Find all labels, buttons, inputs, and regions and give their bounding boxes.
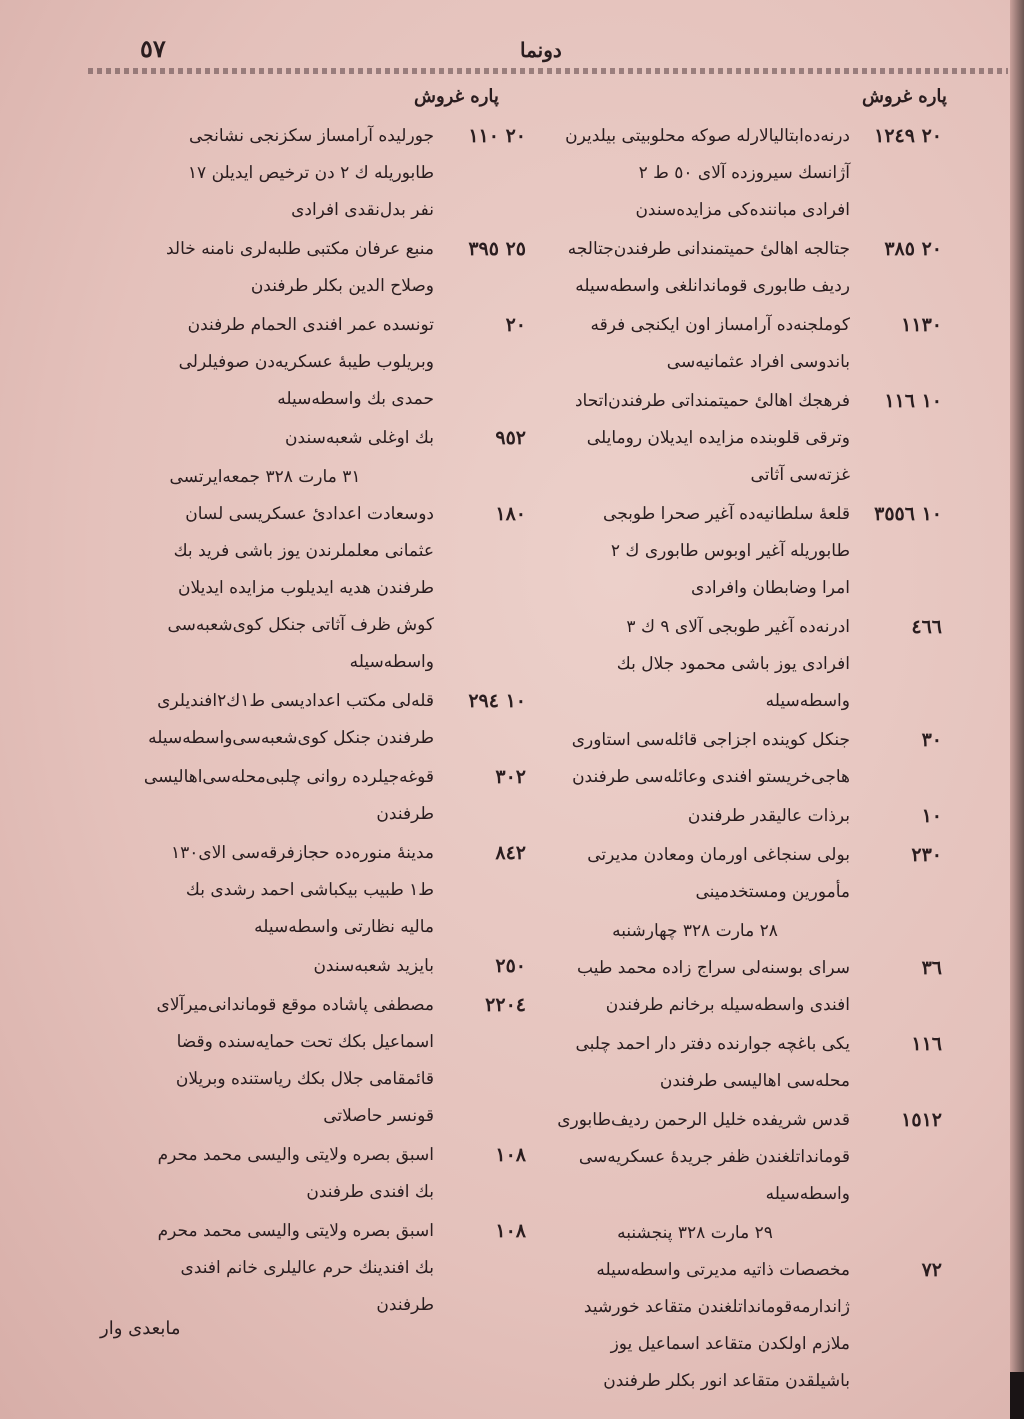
description-line: کوش ظرف آثاتی جنکل کوی‌شعبه‌سی — [167, 615, 434, 635]
description-line: مالیه نظارتی واسطه‌سیله — [254, 917, 434, 937]
description-line: باندوسی افراد عثمانیه‌سی — [666, 352, 850, 372]
entry-amount: ٢٥ ٣٩٥ — [468, 238, 526, 260]
entry-description — [96, 1137, 434, 1211]
entry-amount: ٧٢ — [921, 1259, 942, 1281]
description-line: عثمانی معلملرندن یوز باشی فرید بك — [173, 541, 434, 561]
description-line: بولی سنجاغی اورمان ومعادن مدیرتی — [587, 845, 850, 865]
description-line: ملازم اولکدن متقاعد اسماعیل یوز — [610, 1334, 850, 1354]
description-line: ردیف طابوری قوماندانلغی واسطه‌سیله — [575, 276, 850, 296]
description-line: طرفندن — [376, 804, 434, 824]
entry-description — [540, 950, 850, 1024]
entry-description — [540, 307, 850, 381]
donation-entry — [96, 231, 526, 305]
description-line: فرهجك اهالیٔ حمیتمنداتی طرفندن‌اتحاد — [574, 391, 850, 411]
donation-entry — [540, 798, 942, 835]
entry-description — [96, 231, 434, 305]
description-line: افرادی یوز باشی محمود جلال بك — [616, 654, 850, 674]
donation-entry — [540, 231, 942, 305]
description-line: سرای بوسنه‌لی سراج زاده محمد طیب — [577, 958, 850, 978]
entry-amount: ١٠٨ — [495, 1144, 526, 1166]
entry-description — [540, 722, 850, 796]
entry-description — [96, 118, 434, 229]
description-line: طرفندن — [376, 1295, 434, 1315]
entry-description — [540, 609, 850, 720]
donation-entry — [540, 307, 942, 381]
entry-description — [540, 1026, 850, 1100]
description-line: بك اوغلی شعبه‌سندن — [285, 428, 434, 448]
entry-description — [96, 1213, 434, 1324]
description-line: ژاندارمه‌قومانداتلغندن متقاعد خورشید — [583, 1297, 850, 1317]
entry-amount: ٢٠ — [505, 314, 526, 336]
right-column — [540, 118, 942, 1402]
entry-amount: ١٠٨ — [495, 1220, 526, 1242]
description-line: مصطفی پاشاده موقع قوماندانی‌میرآلای — [156, 995, 434, 1015]
page-edge-dark — [1010, 1372, 1024, 1419]
entry-amount: ٤٦٦ — [911, 616, 942, 638]
entry-amount: ١٠ — [921, 805, 942, 827]
entry-description — [540, 837, 850, 911]
donation-entry — [96, 683, 526, 757]
description-line: بایزید شعبه‌سندن — [313, 956, 434, 976]
entry-description — [96, 683, 434, 757]
description-line: جنکل کوینده اجزاجی قائله‌سی استاوری — [571, 730, 850, 750]
entry-amount: ٢٠ ١١٠ — [468, 125, 526, 147]
description-line: قلعهٔ سلطانیه‌ده آغیر صحرا طوبجی — [603, 504, 850, 524]
description-line: غزته‌سی آثاتی — [750, 465, 850, 485]
donation-entry — [540, 722, 942, 796]
description-line: درنه‌ده‌ابتالیالارله صوکه‌ محلوبیتی بیلدیرن — [565, 126, 850, 146]
donation-entry — [540, 383, 942, 494]
entry-amount: ٣٠٢ — [495, 766, 526, 788]
description-line: اسبق بصره ولایتی والیسی محمد محرم — [157, 1145, 434, 1165]
date-line: ٢٩ مارت ٣٢٨ پنجشنبه — [617, 1223, 773, 1243]
page-number: ٥٧ — [140, 34, 166, 63]
entry-description — [96, 759, 434, 833]
description-line: بك افندی طرفندن — [306, 1182, 434, 1202]
entry-description — [540, 798, 850, 835]
entry-description — [96, 307, 434, 418]
description-line: طابوریله آغیر اوبوس طابوری ك ٢ — [610, 541, 850, 561]
entry-description — [540, 231, 850, 305]
donation-entry — [96, 759, 526, 833]
entry-amount: ١١٦ — [911, 1033, 942, 1055]
date-line: ٣١ مارت ٣٢٨ جمعه‌ایرتسی — [169, 467, 361, 487]
entry-amount: ٢٠ ٣٨٥ — [884, 238, 942, 260]
description-line: قونسر حاصلاتی — [323, 1106, 434, 1126]
description-line: منبع عرفان مکتبی طلبه‌لری نامنه خالد — [166, 239, 434, 259]
entry-amount: ٣٦ — [921, 957, 942, 979]
description-line: بك افندینك حرم عالیلری خانم افندی — [180, 1258, 434, 1278]
description-line: محله‌سی اهالیسی طرفندن — [659, 1071, 850, 1091]
description-line: وترقی قلوبنده مزایده ایدیلان رومایلی — [586, 428, 850, 448]
column-heading-right: پاره غروش — [862, 86, 947, 107]
description-line: ط١ طبیب بیکباشی احمد رشدی بك — [185, 880, 434, 900]
description-line: طرفندن جنکل کوی‌شعبه‌سی‌واسطه‌سیله — [148, 728, 434, 748]
donation-entry — [540, 950, 942, 1024]
entry-amount: ٢٢٠٤ — [485, 994, 526, 1016]
description-line: آژانسك سیروزده آلای ٥٠ ط ٢ — [638, 163, 850, 183]
header-rule — [88, 68, 1008, 74]
donation-entry — [96, 118, 526, 229]
entry-description — [96, 496, 434, 681]
description-line: حمدی بك واسطه‌سیله — [277, 389, 434, 409]
donation-entry — [96, 420, 526, 457]
description-line: وصلاح الدین بکلر طرفندن — [250, 276, 434, 296]
entry-amount: ٣٠ — [921, 729, 942, 751]
description-line: واسطه‌سیله — [765, 1184, 850, 1204]
donation-entry — [96, 496, 526, 681]
description-line: نفر بدل‌نقدی افرادی — [291, 200, 434, 220]
description-line: قومانداتلغندن ظفر جریدهٔ عسکریه‌سی — [578, 1147, 850, 1167]
left-column — [96, 118, 526, 1326]
description-line: جتالجه اهالیٔ حمیتمندانی طرفندن‌جتالجه — [567, 239, 850, 259]
entry-amount: ١١٣٠ — [901, 314, 942, 336]
entry-amount: ١٥١٢ — [901, 1109, 942, 1131]
entry-description — [96, 835, 434, 946]
column-heading-left: پاره غروش — [414, 86, 499, 107]
entry-description — [540, 1252, 850, 1400]
description-line: قدس شریفده خلیل الرحمن ردیف‌طابوری — [557, 1110, 850, 1130]
donation-entry — [540, 837, 942, 911]
description-line: طرفندن هدیه ایدیلوب مزایده ایدیلان — [178, 578, 434, 598]
continuation-note: مابعدی وار — [100, 1318, 181, 1339]
description-line: افرادی مباننده‌کی مزایده‌سندن — [635, 200, 850, 220]
entry-description — [540, 118, 850, 229]
entry-amount: ٢٣٠ — [911, 844, 942, 866]
entry-amount: ٢٠ ١٢٤٩ — [874, 125, 942, 147]
donation-entry — [96, 835, 526, 946]
entry-description — [540, 383, 850, 494]
donation-entry — [540, 118, 942, 229]
description-line: امرا وضابطان وافرادی — [691, 578, 850, 598]
description-line: واسطه‌سیله — [349, 652, 434, 672]
donation-entry — [540, 496, 942, 607]
entry-description — [96, 420, 434, 457]
description-line: تونسده عمر افندی الحمام طرفندن — [187, 315, 434, 335]
description-line: مخصصات ذاتیه مدیرتی واسطه‌سیله — [596, 1260, 850, 1280]
page-edge-shadow — [1010, 0, 1024, 1419]
date-line: ٢٨ مارت ٣٢٨ چهارشنبه — [612, 921, 778, 941]
entry-description — [540, 496, 850, 607]
description-line: مأمورین ومستخدمینی — [695, 882, 850, 902]
donation-entry — [96, 1137, 526, 1211]
description-line: افندی واسطه‌سیله برخانم طرفندن — [605, 995, 850, 1015]
entry-amount: ١٠ ١١٦ — [884, 390, 942, 412]
donation-entry — [96, 987, 526, 1135]
entry-description — [96, 948, 434, 985]
description-line: وبریلوب طیبهٔ عسکریه‌دن صوفیلرلی — [178, 352, 434, 372]
description-line: کوملجنه‌ده آرامساز اون ایکنجی فرقه — [590, 315, 850, 335]
entry-amount: ١٠ ٢٩٤ — [468, 690, 526, 712]
description-line: قله‌لی مکتب اعدادیسی ط١ك٢افندیلری — [157, 691, 434, 711]
entry-amount: ٨٤٢ — [495, 842, 526, 864]
donation-entry — [540, 1026, 942, 1100]
description-line: قوغه‌جیلرده روانی چلبی‌محله‌سی‌اهالیسی — [143, 767, 434, 787]
description-line: قائمقامی جلال بکك ریاستنده وبریلان — [175, 1069, 434, 1089]
description-line: برذات عالیقدر طرفندن — [687, 806, 850, 826]
donation-entry — [96, 307, 526, 418]
entry-amount: ٩٥٢ — [495, 427, 526, 449]
description-line: مدینهٔ منوره‌ده حجازفرقه‌سی الای١٣٠ — [171, 843, 434, 863]
donation-entry — [540, 1252, 942, 1400]
donation-entry — [96, 948, 526, 985]
description-line: هاجی‌خریستو افندی وعائله‌سی طرفندن — [572, 767, 850, 787]
description-line: اسبق بصره ولایتی والیسی محمد محرم — [157, 1221, 434, 1241]
description-line: طابوریله ك ٢ دن ترخیص ایدیلن ١٧ — [187, 163, 434, 183]
description-line: باشیلقدن متقاعد انور بکلر طرفندن — [603, 1371, 850, 1391]
description-line: واسطه‌سیله — [765, 691, 850, 711]
entry-amount: ١٨٠ — [495, 503, 526, 525]
description-line: یکی باغچه جوارنده دفتر دار احمد چلبی — [575, 1034, 850, 1054]
entry-description — [540, 1102, 850, 1213]
donation-entry — [540, 609, 942, 720]
description-line: اسماعیل بکك تحت حمایه‌سنده وقضا — [176, 1032, 434, 1052]
entry-amount: ٢٥٠ — [495, 955, 526, 977]
description-line: دوسعادت اعدادیٔ عسکریسی لسان — [185, 504, 434, 524]
entry-amount: ١٠ ٣٥٥٦ — [874, 503, 942, 525]
entry-description — [96, 987, 434, 1135]
donation-entry — [96, 1213, 526, 1324]
description-line: ادرنه‌ده آغیر طوبجی آلای ٩ ك ٣ — [626, 617, 850, 637]
donation-entry — [540, 1102, 942, 1213]
description-line: جورلیده آرامساز سکزنجی نشانجی — [188, 126, 434, 146]
running-title: دونما — [520, 38, 562, 62]
